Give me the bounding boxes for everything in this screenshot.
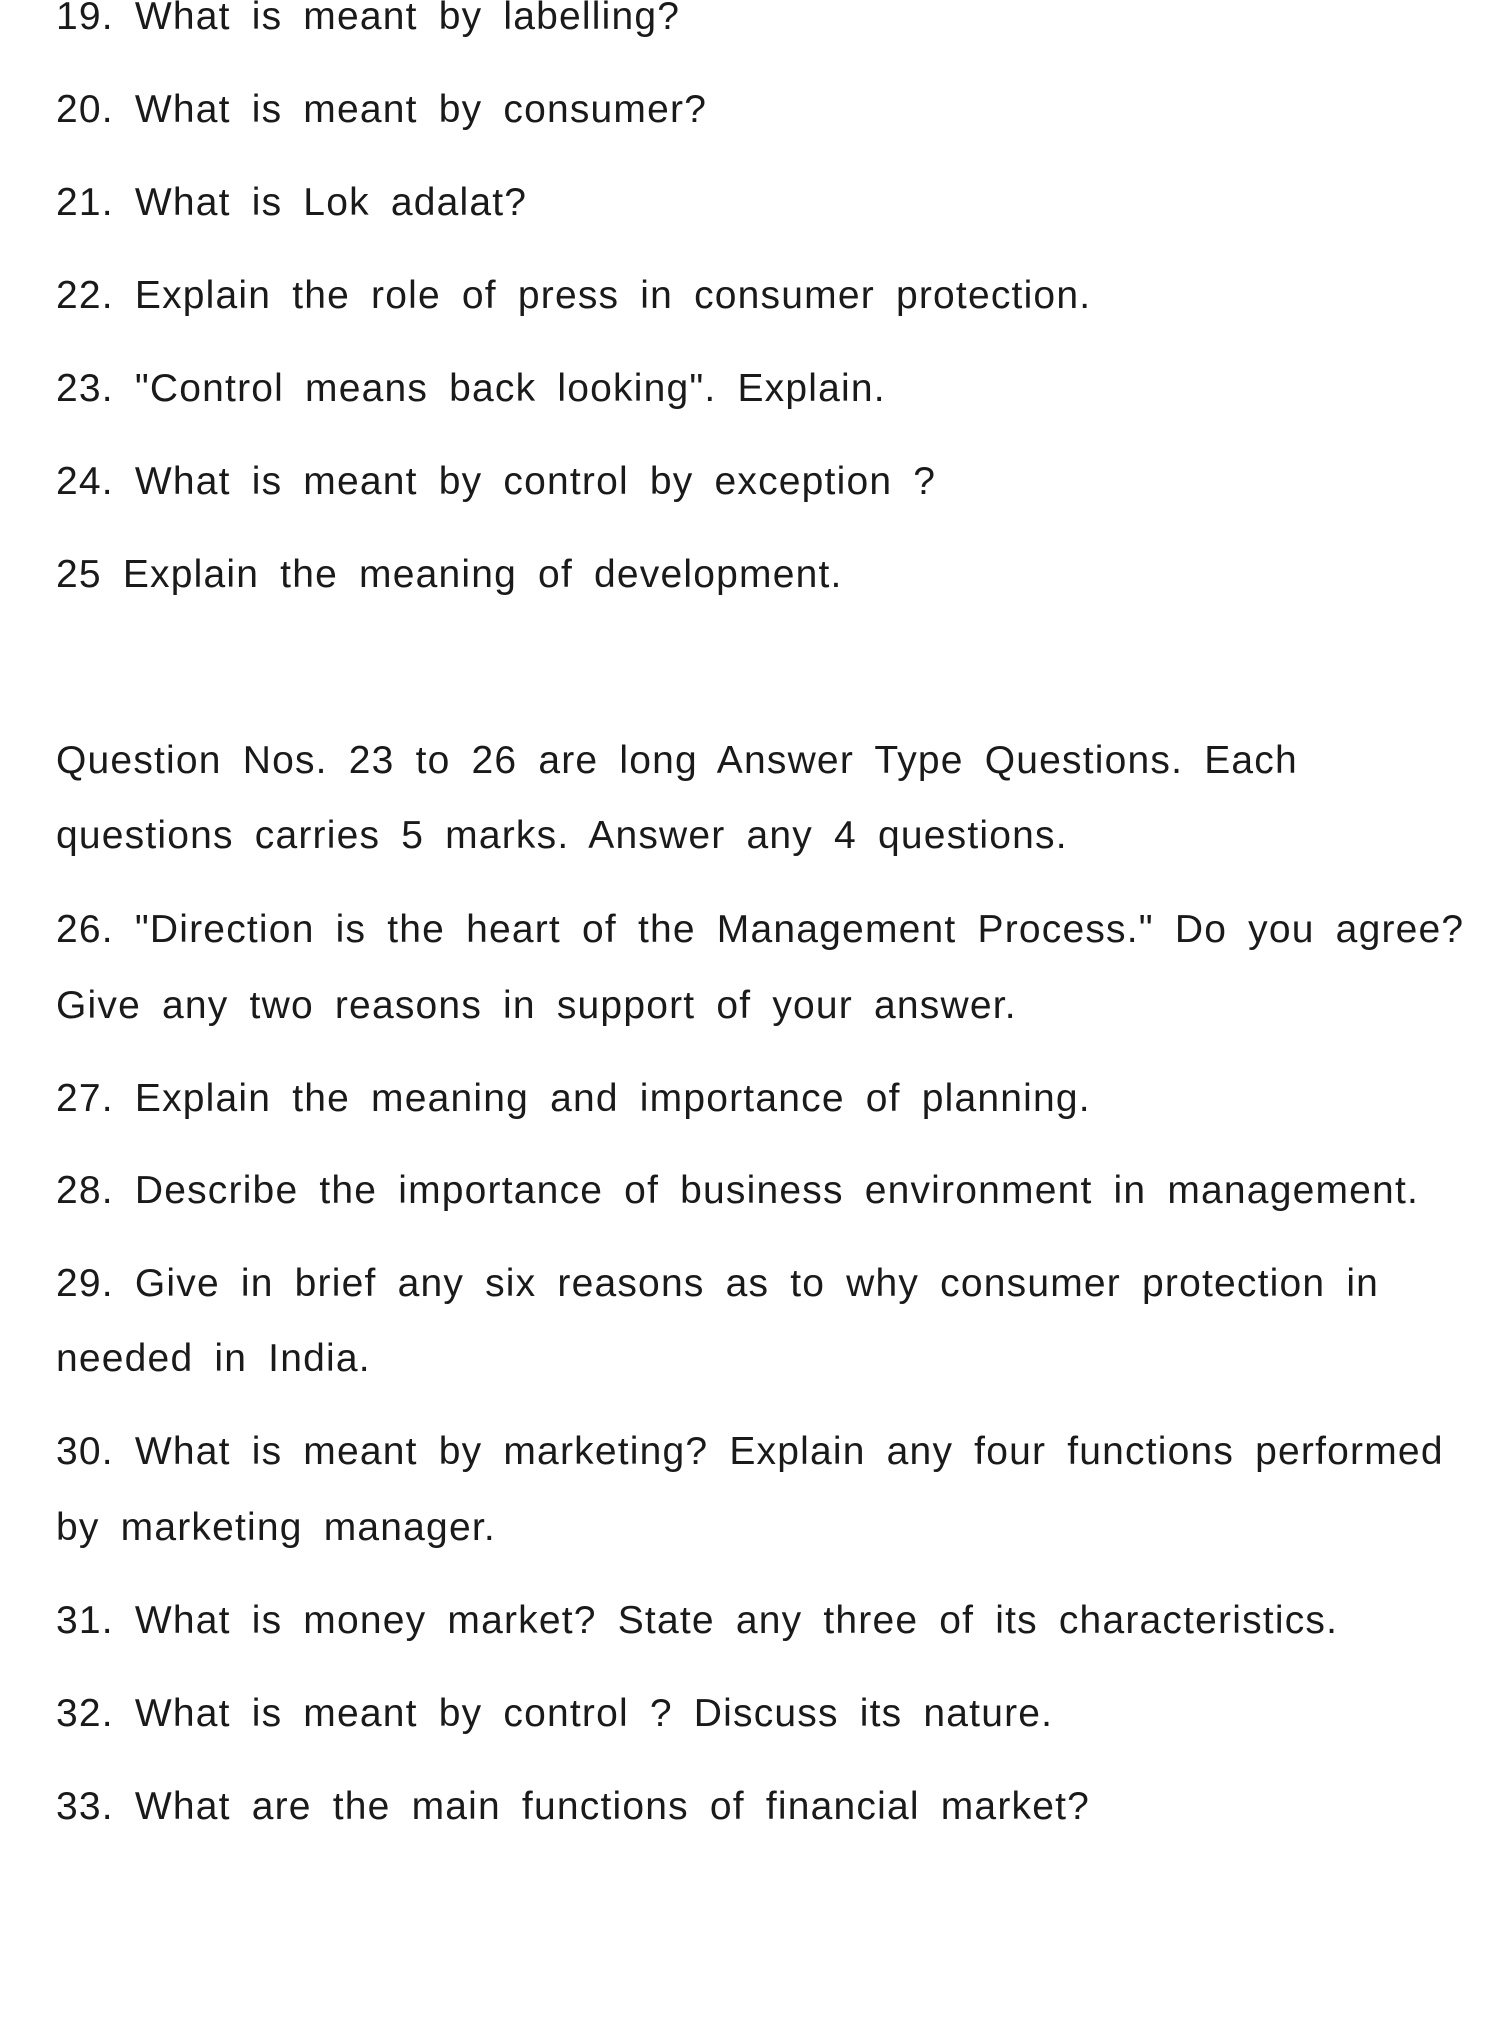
question-27: 27. Explain the meaning and importance of planning. bbox=[56, 1077, 1091, 1120]
question-21: 21. What is Lok adalat? bbox=[56, 181, 528, 224]
section-instructions-line-1: Question Nos. 23 to 26 are long Answer Type Questions. Each bbox=[56, 739, 1298, 782]
question-26-line-2: Give any two reasons in support of your answer. bbox=[56, 984, 1017, 1027]
question-24: 24. What is meant by control by exception ? bbox=[56, 460, 937, 503]
question-25: 25 Explain the meaning of development. bbox=[56, 553, 843, 596]
question-22: 22. Explain the role of press in consumer protection. bbox=[56, 274, 1092, 317]
question-29-line-1: 29. Give in brief any six reasons as to why consumer protection in bbox=[56, 1262, 1380, 1305]
question-26-line-1: 26. "Direction is the heart of the Management Process." Do you agree? bbox=[56, 908, 1465, 951]
question-30-line-1: 30. What is meant by marketing? Explain any four functions performed bbox=[56, 1430, 1444, 1473]
question-29-line-2: needed in India. bbox=[56, 1337, 371, 1380]
question-32: 32. What is meant by control ? Discuss its nature. bbox=[56, 1692, 1054, 1735]
section-instructions-line-2: questions carries 5 marks. Answer any 4 questions. bbox=[56, 814, 1068, 857]
question-33: 33. What are the main functions of financial market? bbox=[56, 1785, 1091, 1828]
question-28: 28. Describe the importance of business environment in management. bbox=[56, 1169, 1420, 1212]
question-31: 31. What is money market? State any three of its characteristics. bbox=[56, 1599, 1339, 1642]
question-20: 20. What is meant by consumer? bbox=[56, 88, 708, 131]
question-19: 19. What is meant by labelling? bbox=[56, 0, 681, 38]
question-23: 23. "Control means back looking". Explain. bbox=[56, 367, 886, 410]
question-30-line-2: by marketing manager. bbox=[56, 1506, 496, 1549]
